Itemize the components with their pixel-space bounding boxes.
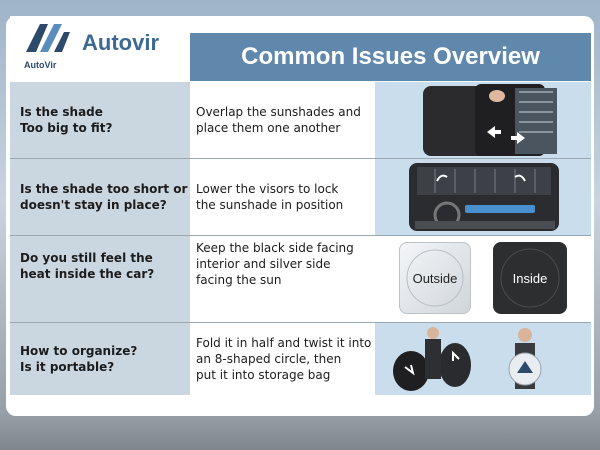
answer-text: Keep the black side facing interior and silver side facing the sun (190, 236, 375, 322)
sunshade-overlap-photo (375, 82, 591, 158)
question-text: Is the shade too short or doesn't stay in place? (10, 159, 190, 235)
answer-text: Lower the visors to lock the sunshade in position (190, 159, 375, 235)
table-row (10, 323, 590, 395)
question-text: How to organize? Is it portable? (10, 323, 190, 395)
road-background (0, 410, 600, 450)
question-text: Do you still feel the heat inside the car? (10, 236, 190, 322)
folding-demo-photo (375, 323, 591, 395)
page-title: Common Issues Overview (190, 33, 591, 81)
brand-logo (10, 16, 190, 80)
table-row (10, 236, 590, 322)
answer-text: Fold it in half and twist it into an 8-shaped circle, then put it into storage bag (190, 323, 375, 395)
sunshade-sides-photo (375, 236, 591, 322)
car-interior-visor-photo (375, 159, 591, 235)
table-row (10, 82, 590, 158)
outside-label: Outside (412, 270, 458, 286)
answer-text: Overlap the sunshades and place them one another (190, 82, 375, 158)
table-row (10, 159, 590, 235)
inside-label: Inside (512, 270, 548, 286)
brand-name: Autovir (82, 30, 159, 55)
autovir-logo-icon (24, 22, 76, 54)
question-text: Is the shade Too big to fit? (10, 82, 190, 158)
logo-wordmark: AutoVir (24, 60, 57, 70)
inside-side-swatch (493, 242, 567, 314)
outside-side-swatch (399, 242, 471, 314)
